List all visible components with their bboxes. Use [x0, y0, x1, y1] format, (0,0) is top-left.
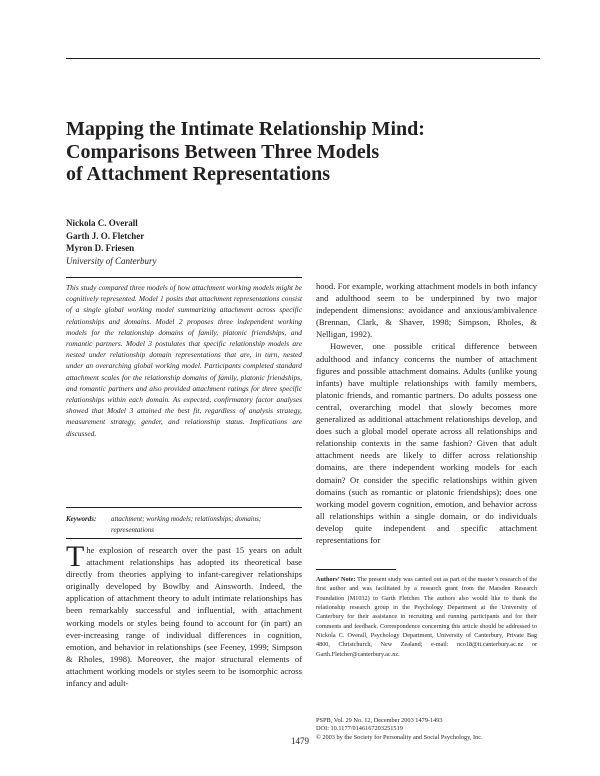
author-affiliation: University of Canterbury [66, 255, 157, 266]
body-left-paragraph: he explosion of research over the past 15 years on adult attachment relationships has adopted its theoretical base directly from theories applying to infant-caregiver relationships originally developed by Bowlby and Ainsworth. Indeed, the application of attachment theory to adult intimate relationships has been remarkably successful and influential, with attachment working models or styles being found to account for (in part) an ever-increasing range of individual differences in cognition, emotion, and behavior in relationships (see Feeney, 1999; Simpson & Rholes, 1998). Moreover, the major structural elements of attachment working models or styles seem to be isomorphic across infancy and adult- [66, 545, 302, 689]
keywords-bottom-rule [66, 538, 302, 539]
title-line-3: of Attachment Representations [66, 163, 331, 185]
page-number-text: 1479 [291, 736, 309, 746]
authors-note-label: Authors’ Note: [316, 576, 356, 583]
abstract-top-rule [66, 277, 302, 278]
title-line-1: Mapping the Intimate Relationship Mind: [66, 118, 425, 140]
body-right-paragraph-2: However, one possible critical difference between adulthood and infancy concerns the number of attachment figures and possible attachment domains. Adults (unlike young infants) have multiple relationships with family members, platonic friends, and romantic partners. Do adults possess one central, overarching model that slowly becomes more generalized as additional attachment relationships develop, and does such a global model operate across all relationships and relationship contexts in the same fashion? Given that adult attachment needs are likely to differ across relationship domains, are there independent working models for each domain? Or consider the specific relationships within given domains (such as romantic or platonic friendships); does one working model govern cognition, emotion, and behavior across all relationships within a single domain, or do individuals develop quite independent and specific attachment representations for [316, 341, 537, 545]
copyright-line: © 2003 by the Society for Personality and Social Psychology, Inc. [316, 733, 483, 741]
article-title [66, 118, 486, 186]
author-block [66, 217, 326, 267]
footnote-rule [316, 569, 396, 570]
author-name: Myron D. Friesen [66, 243, 135, 253]
keywords-list: attachment; working models; relationships; domains; representations [111, 515, 262, 534]
authors-note [316, 575, 537, 659]
body-text-right-column [316, 280, 537, 546]
body-text-left-column [66, 540, 302, 689]
abstract-text: This study compared three models of how attachment working models might be cognitively represented. Model 1 posits that attachment representations consist of a single global working model summarizing attachment across specific relationships and domains. Model 2 proposes three independent working models for the relationship domains of family, platonic friendships, and romantic partners. Model 3 postulates that specific relationship models are nested under relationship domain representations that are, in turn, nested under an overarching global working model. Participants completed standard attachment scales for the relationship domains of family, platonic friendships, and romantic partners and also provided attachment ratings for three specific relationships within each domain. As expected, confirmatory factor analyses showed that Model 3 attained the best fit, regardless of analysis strategy, measurement strategy, gender, and relationship status. Implications are discussed. [66, 283, 302, 438]
body-right-paragraph-1: hood. For example, working attachment models in both infancy and adulthood seem to be underpinned by two major independent dimensions: avoidance and anxious/ambivalence (Brennan, Clark, & Shaver, 1998; Simpson, Rholes, & Nelligan, 1992). [316, 281, 537, 340]
drop-cap: T [66, 540, 85, 573]
abstract-bottom-rule [66, 507, 302, 508]
top-rule [66, 58, 540, 59]
author-name: Nickola C. Overall [66, 218, 138, 228]
keywords [66, 514, 302, 535]
author-name: Garth J. O. Fletcher [66, 230, 145, 241]
authors-note-text: The present study was carried out as part of the master’s research of the first author and was facilitated by a research grant from the Marsden Research Foundation (M1032) to Garth Fletcher. The authors also would like to thank the relationship research group in the Psychology Department at the University of Canterbury for their assistance in recruiting and running participants and for their comments and feedback. Correspondence concerning this article should be addressed to Nickola C. Overall, Psychology Department, University of Canterbury, Private Bag 4800, Christchurch, New Zealand; e-mail: nco18@it.canterbury.ac.nz or Garth.Fletcher@canterbury.ac.nz. [316, 576, 537, 658]
keywords-label: Keywords: [66, 515, 97, 523]
citation-block [316, 717, 542, 742]
citation-line: PSPB, Vol. 29 No. 12, December 2003 1479-1493 [316, 717, 443, 724]
doi-line: DOI: 10.1177/0146167203251519 [316, 725, 403, 733]
title-line-2: Comparisons Between Three Models [66, 140, 380, 163]
